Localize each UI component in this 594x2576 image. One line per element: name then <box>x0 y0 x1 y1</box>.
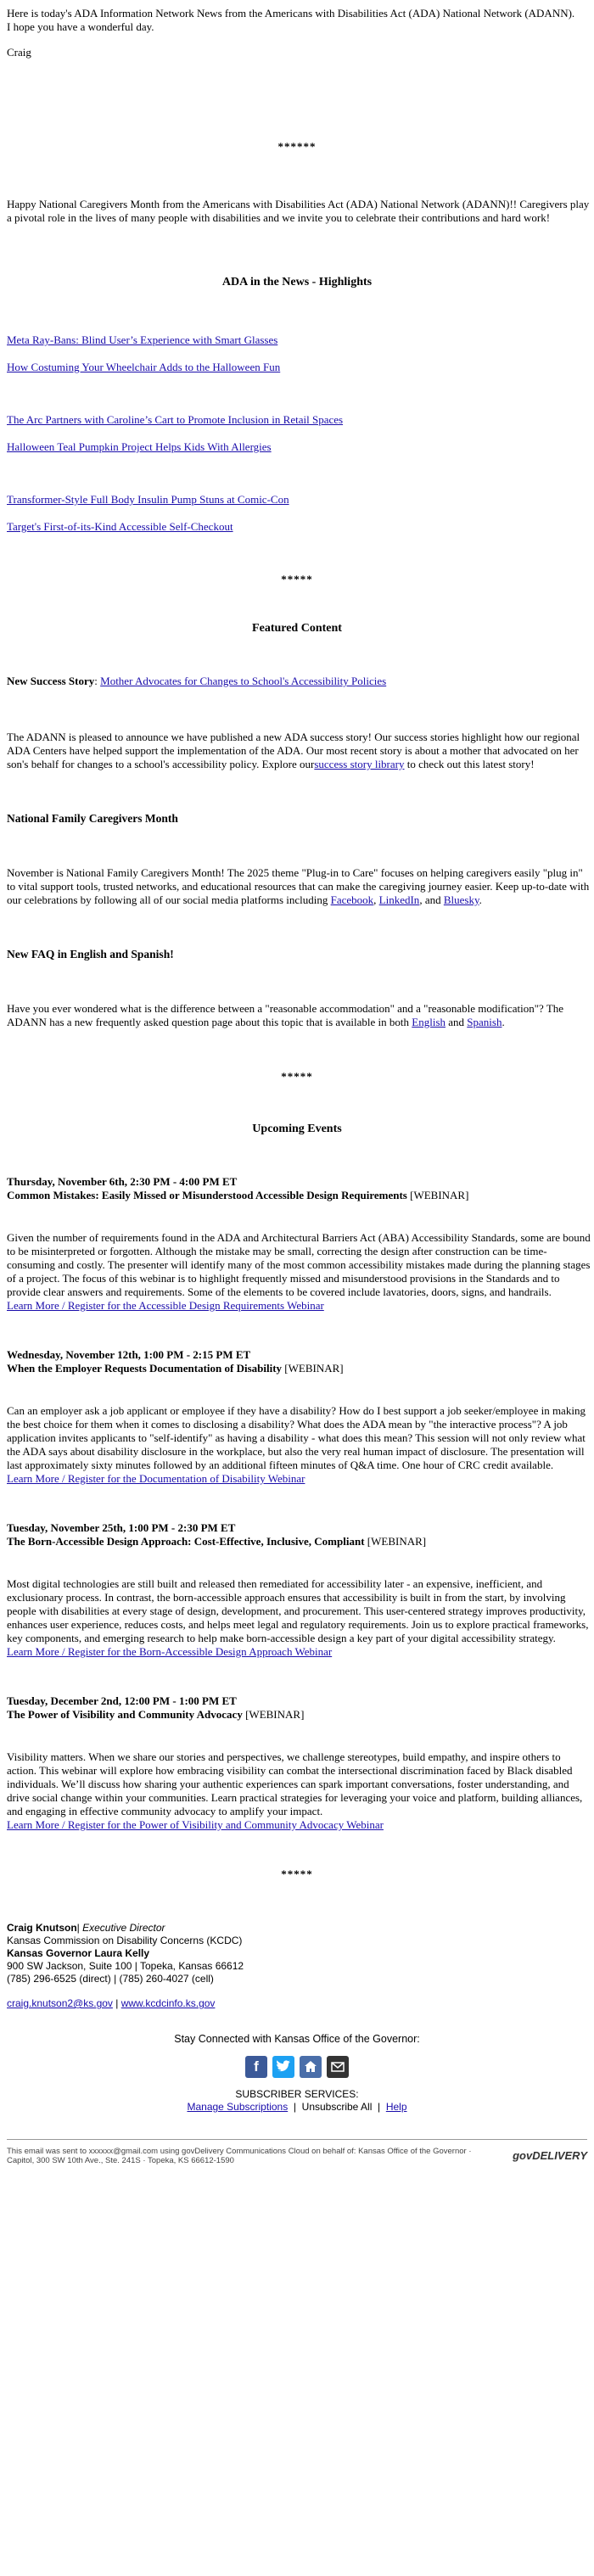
news-link-4[interactable]: Halloween Teal Pumpkin Project Helps Kids With Allergies <box>7 440 272 453</box>
event-item <box>7 1694 587 1832</box>
separator: ***** <box>281 573 313 585</box>
intro-greeting: I hope you have a wonderful day. <box>7 20 154 33</box>
help-link[interactable]: Help <box>385 2101 407 2113</box>
event-description: Can an employer ask a job applicant or employee if they have a disability? How do I best support a job seeker/employee in making the best choice for them when it comes to disclosing a disability? What does the ADA mean by "the interactive process"? A job application invites applicants to "self-identify" as having a disability - what does this mean? This session will not only review what the ADA says about disability disclosure in the workplace, but also the very real human impact of disclosure. The presentation will last approximately sixty minutes followed by an additional fifteen minutes of Q&A time. One hour of CRC credit available. <box>7 1404 586 1471</box>
contact-email-link[interactable]: craig.knutson2@ks.gov <box>7 1997 113 2009</box>
event-tag: [WEBINAR] <box>364 1535 427 1548</box>
contact-org: Kansas Commission on Disability Concerns (KCDC) <box>7 1935 243 1946</box>
separator: ***** <box>281 1070 313 1083</box>
separator: ***** <box>281 1868 313 1880</box>
event-item <box>7 1348 587 1486</box>
event-date: Tuesday, November 25th, 1:00 PM - 2:30 PM ET <box>7 1521 236 1534</box>
featured-heading: Featured Content <box>252 622 342 635</box>
contact-divider: | <box>112 1997 121 2009</box>
event-item <box>7 1521 587 1659</box>
event-item <box>7 1175 591 1313</box>
event-title-line <box>7 1535 587 1548</box>
event-title: When the Employer Requests Documentation of Disability <box>7 1362 283 1375</box>
punct: and <box>446 1016 468 1028</box>
bluesky-link[interactable]: Bluesky <box>443 893 479 906</box>
home-icon[interactable] <box>300 2056 322 2078</box>
punct: . <box>502 1016 505 1028</box>
event-description: Given the number of requirements found in the ADA and Architectural Barriers Act (ABA) Accessibility Standards, some are bound to be misinterpreted or forgotten. Although the mistake may be small, correcting the design after construction can be time-consuming and costly. The presenter will identify many of the most common accessibility mistakes made during the planning stages of a project. The focus of this webinar is to highlight frequently missed and misunderstood provisions in the Standards and to provide clear answers and requirements. Some of the elements to be covered include lavatories, doors, signs, and handrails. <box>7 1231 591 1298</box>
contact-address: 900 SW Jackson, Suite 100 | Topeka, Kansas 66612 <box>7 1960 244 1972</box>
footer <box>7 2147 587 2165</box>
news-heading: ADA in the News - Highlights <box>221 276 373 288</box>
faq-spanish-link[interactable]: Spanish <box>467 1016 502 1028</box>
punct: . <box>479 893 482 906</box>
event-description: Visibility matters. When we share our stories and perspectives, we challenge stereotypes, build empathy, and inspire others to action. This webinar will explore how embracing visibility can combat the intersectional discrimination faced by Black disabled individuals. We’ll discuss how sharing your authentic experiences can spark important conversations, foster understanding, and drive social change within your communities. Learn practical strategies for leveraging your voice and platform, building alliances, and engaging in effective community advocacy to amplify your impact. <box>7 1750 583 1817</box>
email-icon[interactable] <box>327 2056 349 2078</box>
event-tag: [WEBINAR] <box>282 1362 344 1375</box>
punct: , <box>373 893 379 906</box>
intro-signature: Craig <box>7 46 31 59</box>
event-title-line <box>7 1189 587 1202</box>
news-link-2[interactable]: How Costuming Your Wheelchair Adds to the Halloween Fun <box>7 361 281 373</box>
news-link-5[interactable]: Transformer-Style Full Body Insulin Pump Stuns at Comic-Con <box>7 493 289 506</box>
separator: ****** <box>277 140 317 153</box>
manage-subscriptions-link[interactable]: Manage Subscriptions <box>187 2101 289 2113</box>
contact-website-link[interactable]: www.kcdcinfo.ks.gov <box>120 1997 216 2009</box>
success-story-colon: : <box>94 675 98 687</box>
event-title: Common Mistakes: Easily Missed or Misunderstood Accessible Design Requirements <box>7 1189 407 1201</box>
success-story-line <box>7 675 587 688</box>
event-register-link[interactable]: Learn More / Register for the Power of Visibility and Community Advocacy Webinar <box>7 1818 384 1831</box>
faq-text: Have you ever wondered what is the difference between a "reasonable accommodation" and a "reasonable modification"? The ADANN has a new frequently asked question page about this topic that is available in both <box>7 1002 564 1028</box>
event-title-line <box>7 1708 587 1722</box>
footer-text: This email was sent to xxxxxx@gmail.com using govDelivery Communications Cloud on behalf of: Kansas Office of the Governor · Capitol, 300 SW 10th Ave., Ste. 241S · Topeka, KS 66612-1590 <box>7 2147 472 2165</box>
success-story-label: New Success Story <box>7 675 95 687</box>
contact-title: Executive Director <box>82 1922 165 1934</box>
subscriber-services <box>7 2088 587 2114</box>
intro-text: Here is today's ADA Information Network News from the Americans with Disabilities Act (ADA) National Network (ADANN). <box>7 7 575 20</box>
linkedin-link[interactable]: LinkedIn <box>378 893 420 906</box>
events-heading: Upcoming Events <box>252 1123 342 1135</box>
facebook-link[interactable]: Facebook <box>330 893 374 906</box>
success-story-body <box>7 731 592 771</box>
success-story-link[interactable]: Mother Advocates for Changes to School's Accessibility Policies <box>100 675 387 687</box>
twitter-icon[interactable] <box>272 2056 294 2078</box>
stay-connected-text: Stay Connected with Kansas Office of the Governor: <box>174 2033 420 2045</box>
contact-sep: | <box>76 1922 83 1934</box>
faq-heading: New FAQ in English and Spanish! <box>7 948 174 960</box>
facebook-icon[interactable]: f <box>245 2056 267 2078</box>
subscriber-links <box>7 2101 587 2114</box>
event-register-link[interactable]: Learn More / Register for the Accessible Design Requirements Webinar <box>7 1299 324 1312</box>
caregivers-intro: Happy National Caregivers Month from the Americans with Disabilities Act (ADA) National Network (ADANN)!! Caregivers play a pivotal role in the lives of many people with disabilities and we invite you to celebrate their contributions and hard work! <box>7 198 590 224</box>
subscriber-sep: | <box>288 2101 302 2113</box>
govdelivery-logo: govDELIVERY <box>513 2149 587 2162</box>
caregivers-body <box>7 866 592 907</box>
contact-name: Craig Knutson <box>7 1922 77 1934</box>
contact-governor: Kansas Governor Laura Kelly <box>7 1947 150 1959</box>
news-link-3[interactable]: The Arc Partners with Caroline’s Cart to Promote Inclusion in Retail Spaces <box>7 413 344 426</box>
caregivers-text: November is National Family Caregivers Month! The 2025 theme "Plug-in to Care" focuses on helping caregivers easily "plug in" to vital support tools, trusted networks, and educational resources that can make the caregiving journey easier. Keep up-to-date with our celebrations by following all of our social media platforms including <box>7 866 590 906</box>
contact-block <box>7 1922 587 2010</box>
event-register-link[interactable]: Learn More / Register for the Born-Accessible Design Approach Webinar <box>7 1645 333 1658</box>
punct: , and <box>419 893 444 906</box>
event-tag: [WEBINAR] <box>406 1189 469 1201</box>
news-link-1[interactable]: Meta Ray-Bans: Blind User’s Experience with Smart Glasses <box>7 333 278 346</box>
event-title: The Power of Visibility and Community Advocacy <box>7 1708 243 1721</box>
subscriber-heading: SUBSCRIBER SERVICES: <box>235 2088 359 2100</box>
success-body-end: to check out this latest story! <box>404 758 535 770</box>
unsubscribe-all-link[interactable]: Unsubscribe All <box>301 2101 373 2113</box>
contact-links <box>7 1997 587 2010</box>
faq-english-link[interactable]: English <box>412 1016 446 1028</box>
event-date: Thursday, November 6th, 2:30 PM - 4:00 PM ET <box>7 1175 238 1188</box>
success-library-link[interactable]: success story library <box>314 758 405 770</box>
faq-body <box>7 1002 592 1029</box>
event-tag: [WEBINAR] <box>242 1708 305 1721</box>
event-description: Most digital technologies are still built and released then remediated for accessibility later - an expensive, inefficient, and exclusionary process. In contrast, the born-accessible approach ensures that accessibility is built in from the start, by involving people with disabilities at every stage of design, development, and procurement. This user-centered strategy improves productivity, enhances user experience, reduces costs, and helps meet legal and regulatory requirements. Join us to explore practical frameworks, key components, and emerging research to help make born-accessible design a key part of your digital accessibility strategy. <box>7 1577 589 1644</box>
news-link-6[interactable]: Target's First-of-its-Kind Accessible Self-Checkout <box>7 520 233 533</box>
caregivers-heading: National Family Caregivers Month <box>7 812 178 825</box>
event-title: The Born-Accessible Design Approach: Cost-Effective, Inclusive, Compliant <box>7 1535 365 1548</box>
event-title-line <box>7 1362 587 1375</box>
success-body-text: The ADANN is pleased to announce we have published a new ADA success story! Our success stories highlight how our regional ADA Centers have helped support the implementation of the ADA. Our most recent story is about a mother that advocated on her son's behalf for changes to a school's accessibility policy. Explore our <box>7 731 580 770</box>
event-register-link[interactable]: Learn More / Register for the Documentation of Disability Webinar <box>7 1472 305 1485</box>
social-icons <box>7 2056 587 2078</box>
contact-name-line <box>7 1922 587 1935</box>
contact-phones: (785) 296-6525 (direct) | (785) 260-4027 (cell) <box>7 1973 214 1985</box>
event-date: Wednesday, November 12th, 1:00 PM - 2:15 PM ET <box>7 1348 251 1361</box>
event-date: Tuesday, December 2nd, 12:00 PM - 1:00 PM ET <box>7 1694 237 1707</box>
subscriber-sep: | <box>372 2101 386 2113</box>
